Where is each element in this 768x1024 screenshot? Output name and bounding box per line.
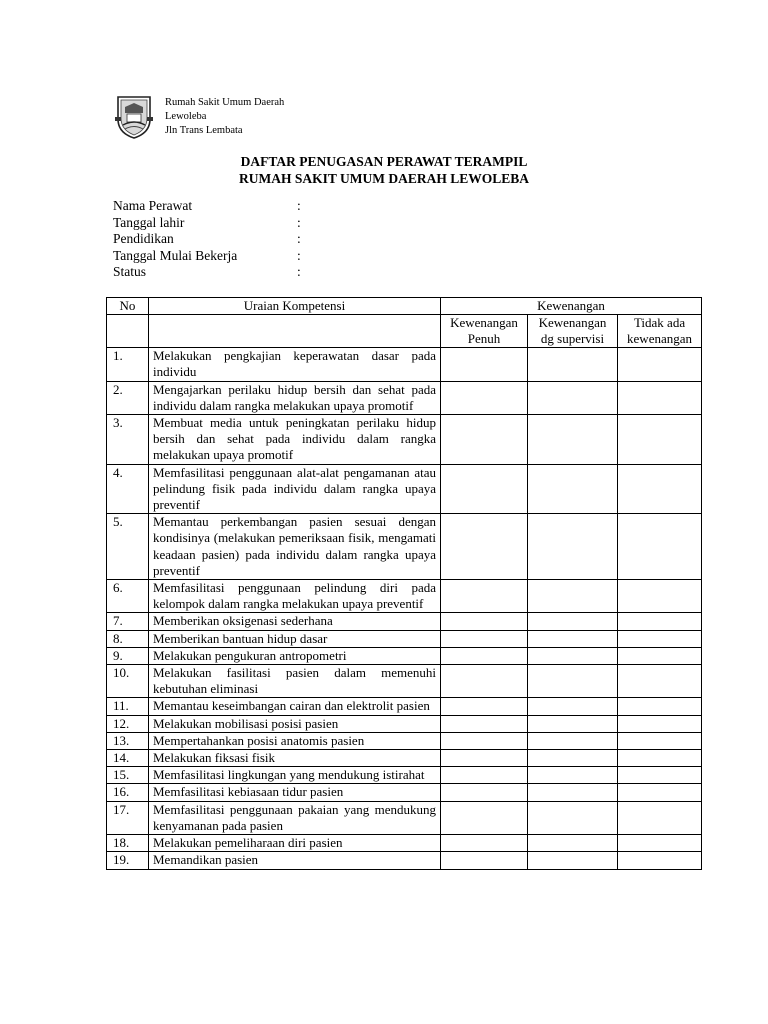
table-row <box>107 750 702 767</box>
competency-description: Memandikan pasien <box>149 852 441 869</box>
cell-tidak-ada-kewenangan[interactable] <box>618 464 702 514</box>
row-number: 7. <box>107 613 149 630</box>
hospital-name: Rumah Sakit Umum Daerah <box>165 97 285 108</box>
cell-kewenangan-dg-supervisi[interactable] <box>528 715 618 732</box>
competency-description: Melakukan fiksasi fisik <box>149 750 441 767</box>
competency-description: Melakukan pengukuran antropometri <box>149 647 441 664</box>
competency-description: Melakukan fasilitasi pasien dalam memenuhi kebutuhan eliminasi <box>149 665 441 698</box>
cell-tidak-ada-kewenangan[interactable] <box>618 514 702 580</box>
row-number: 18. <box>107 835 149 852</box>
competency-description: Melakukan pengkajian keperawatan dasar pada individu <box>149 348 441 381</box>
table-body <box>107 348 702 869</box>
competency-description: Melakukan pemeliharaan diri pasien <box>149 835 441 852</box>
cell-kewenangan-penuh[interactable] <box>441 715 528 732</box>
cell-kewenangan-penuh[interactable] <box>441 732 528 749</box>
row-number: 15. <box>107 767 149 784</box>
cell-tidak-ada-kewenangan[interactable] <box>618 348 702 381</box>
row-number: 8. <box>107 630 149 647</box>
table-row <box>107 514 702 580</box>
cell-kewenangan-dg-supervisi[interactable] <box>528 852 618 869</box>
competency-description: Melakukan mobilisasi posisi pasien <box>149 715 441 732</box>
cell-tidak-ada-kewenangan[interactable] <box>618 630 702 647</box>
cell-tidak-ada-kewenangan[interactable] <box>618 732 702 749</box>
field-separator: : <box>297 247 301 263</box>
cell-kewenangan-dg-supervisi[interactable] <box>528 665 618 698</box>
table-row <box>107 801 702 834</box>
row-number: 11. <box>107 698 149 715</box>
field-separator: : <box>297 264 301 279</box>
cell-kewenangan-dg-supervisi[interactable] <box>528 784 618 801</box>
hospital-logo-icon <box>115 93 153 139</box>
title-line-2: RUMAH SAKIT UMUM DAERAH LEWOLEBA <box>238 171 530 186</box>
cell-kewenangan-dg-supervisi[interactable] <box>528 415 618 465</box>
cell-kewenangan-dg-supervisi[interactable] <box>528 750 618 767</box>
field-label: Tanggal Mulai Bekerja <box>113 247 238 263</box>
row-number: 1. <box>107 348 149 381</box>
cell-kewenangan-dg-supervisi[interactable] <box>528 464 618 514</box>
cell-tidak-ada-kewenangan[interactable] <box>618 580 702 613</box>
cell-tidak-ada-kewenangan[interactable] <box>618 698 702 715</box>
cell-kewenangan-penuh[interactable] <box>441 464 528 514</box>
hospital-address: Jln Trans Lembata <box>165 125 243 136</box>
table-subheader-row <box>107 315 702 348</box>
competency-description: Memfasilitasi penggunaan pakaian yang mendukung kenyamanan pada pasien <box>149 801 441 834</box>
field-separator: : <box>297 231 301 246</box>
table-row <box>107 580 702 613</box>
table-row <box>107 647 702 664</box>
table-row <box>107 767 702 784</box>
header-uraian-kompetensi: Uraian Kompetensi <box>149 298 441 315</box>
row-number: 6. <box>107 580 149 613</box>
table-row <box>107 613 702 630</box>
competency-description: Memfasilitasi kebiasaan tidur pasien <box>149 784 441 801</box>
table-row <box>107 381 702 414</box>
cell-kewenangan-penuh[interactable] <box>441 647 528 664</box>
hospital-city: Lewoleba <box>165 111 207 122</box>
competency-description: Mempertahankan posisi anatomis pasien <box>149 732 441 749</box>
row-number: 4. <box>107 464 149 514</box>
table-row <box>107 835 702 852</box>
table-row <box>107 784 702 801</box>
row-number: 14. <box>107 750 149 767</box>
header-tidak-ada-kewenangan: Tidak ada kewenangan <box>618 315 702 348</box>
competency-description: Memantau keseimbangan cairan dan elektrolit pasien <box>149 698 441 715</box>
letterhead <box>115 93 284 139</box>
competency-table <box>106 297 702 870</box>
cell-kewenangan-dg-supervisi[interactable] <box>528 767 618 784</box>
nurse-info-fields <box>113 198 301 281</box>
cell-tidak-ada-kewenangan[interactable] <box>618 415 702 465</box>
competency-description: Memantau perkembangan pasien sesuai dengan kondisinya (melakukan pemeriksaan fisik, mengamati keadaan pasien) pada individu dalam rangka upaya preventif <box>149 514 441 580</box>
row-number: 10. <box>107 665 149 698</box>
cell-kewenangan-penuh[interactable] <box>441 852 528 869</box>
header-kewenangan: Kewenangan <box>441 298 702 315</box>
field-row-nama-perawat <box>113 198 301 215</box>
cell-tidak-ada-kewenangan[interactable] <box>618 784 702 801</box>
field-label: Pendidikan <box>113 231 174 246</box>
competency-description: Memfasilitasi penggunaan alat-alat pengamanan atau pelindung fisik pada individu dalam rangka upaya preventif <box>149 464 441 514</box>
row-number: 3. <box>107 415 149 465</box>
table-header-row <box>107 298 702 315</box>
table-row <box>107 665 702 698</box>
field-separator: : <box>297 198 301 213</box>
cell-kewenangan-dg-supervisi[interactable] <box>528 732 618 749</box>
cell-kewenangan-dg-supervisi[interactable] <box>528 801 618 834</box>
table-row <box>107 348 702 381</box>
table-row <box>107 464 702 514</box>
row-number: 5. <box>107 514 149 580</box>
cell-kewenangan-dg-supervisi[interactable] <box>528 698 618 715</box>
cell-kewenangan-penuh[interactable] <box>441 348 528 381</box>
field-label: Tanggal lahir <box>113 214 185 230</box>
header-no: No <box>107 298 149 315</box>
table-row <box>107 630 702 647</box>
cell-kewenangan-dg-supervisi[interactable] <box>528 835 618 852</box>
row-number: 12. <box>107 715 149 732</box>
cell-kewenangan-penuh[interactable] <box>441 835 528 852</box>
cell-kewenangan-dg-supervisi[interactable] <box>528 381 618 414</box>
competency-description: Memberikan oksigenasi sederhana <box>149 613 441 630</box>
cell-tidak-ada-kewenangan[interactable] <box>618 801 702 834</box>
cell-tidak-ada-kewenangan[interactable] <box>618 665 702 698</box>
cell-kewenangan-penuh[interactable] <box>441 750 528 767</box>
field-row-tanggal-mulai-bekerja <box>113 248 301 265</box>
row-number: 9. <box>107 647 149 664</box>
table-row <box>107 698 702 715</box>
cell-kewenangan-penuh[interactable] <box>441 381 528 414</box>
cell-tidak-ada-kewenangan[interactable] <box>618 647 702 664</box>
cell-tidak-ada-kewenangan[interactable] <box>618 715 702 732</box>
row-number: 17. <box>107 801 149 834</box>
cell-kewenangan-dg-supervisi[interactable] <box>528 630 618 647</box>
field-row-tanggal-lahir <box>113 215 301 232</box>
row-number: 13. <box>107 732 149 749</box>
cell-kewenangan-penuh[interactable] <box>441 801 528 834</box>
cell-kewenangan-penuh[interactable] <box>441 630 528 647</box>
table-row <box>107 852 702 869</box>
cell-kewenangan-penuh[interactable] <box>441 415 528 465</box>
cell-tidak-ada-kewenangan[interactable] <box>618 767 702 784</box>
header-blank <box>107 315 149 348</box>
table-row <box>107 732 702 749</box>
row-number: 19. <box>107 852 149 869</box>
field-separator: : <box>297 214 301 230</box>
competency-description: Memfasilitasi lingkungan yang mendukung istirahat <box>149 767 441 784</box>
header-kewenangan-penuh: Kewenangan Penuh <box>441 315 528 348</box>
cell-kewenangan-dg-supervisi[interactable] <box>528 647 618 664</box>
header-blank <box>149 315 441 348</box>
cell-kewenangan-dg-supervisi[interactable] <box>528 580 618 613</box>
cell-kewenangan-penuh[interactable] <box>441 514 528 580</box>
cell-kewenangan-penuh[interactable] <box>441 767 528 784</box>
competency-description: Memberikan bantuan hidup dasar <box>149 630 441 647</box>
cell-tidak-ada-kewenangan[interactable] <box>618 613 702 630</box>
cell-kewenangan-dg-supervisi[interactable] <box>528 514 618 580</box>
field-label: Nama Perawat <box>113 198 193 213</box>
cell-tidak-ada-kewenangan[interactable] <box>618 852 702 869</box>
cell-tidak-ada-kewenangan[interactable] <box>618 381 702 414</box>
competency-description: Mengajarkan perilaku hidup bersih dan sehat pada individu dalam rangka melakukan upaya promotif <box>149 381 441 414</box>
cell-kewenangan-penuh[interactable] <box>441 698 528 715</box>
competency-description: Memfasilitasi penggunaan pelindung diri pada kelompok dalam rangka melakukan upaya preventif <box>149 580 441 613</box>
cell-kewenangan-penuh[interactable] <box>441 613 528 630</box>
table-row <box>107 415 702 465</box>
cell-kewenangan-dg-supervisi[interactable] <box>528 613 618 630</box>
row-number: 16. <box>107 784 149 801</box>
cell-kewenangan-dg-supervisi[interactable] <box>528 348 618 381</box>
competency-description: Membuat media untuk peningkatan perilaku hidup bersih dan sehat pada individu dalam rangka melakukan upaya promotif <box>149 415 441 465</box>
cell-kewenangan-penuh[interactable] <box>441 665 528 698</box>
field-row-pendidikan <box>113 231 301 248</box>
table-row <box>107 715 702 732</box>
header-kewenangan-dg-supervisi: Kewenangan dg supervisi <box>528 315 618 348</box>
cell-kewenangan-penuh[interactable] <box>441 580 528 613</box>
cell-tidak-ada-kewenangan[interactable] <box>618 835 702 852</box>
field-row-status <box>113 264 301 281</box>
field-label: Status <box>113 264 147 279</box>
cell-kewenangan-penuh[interactable] <box>441 784 528 801</box>
title-line-1: DAFTAR PENUGASAN PERAWAT TERAMPIL <box>240 154 528 169</box>
document-title <box>0 153 768 187</box>
row-number: 2. <box>107 381 149 414</box>
cell-tidak-ada-kewenangan[interactable] <box>618 750 702 767</box>
